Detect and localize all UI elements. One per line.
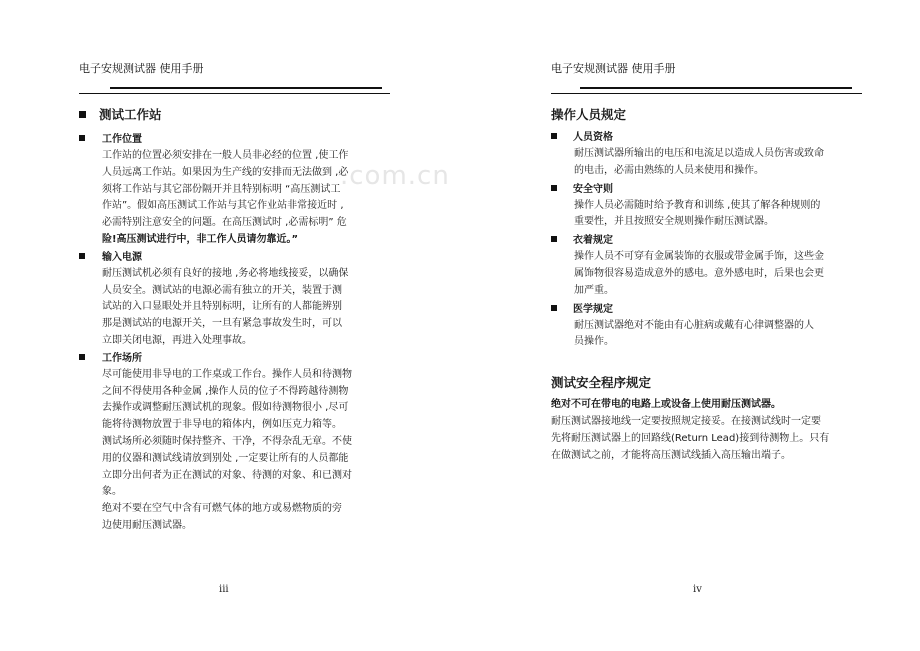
left-content xyxy=(79,105,379,535)
rule-heading: 人员资格 xyxy=(551,129,851,146)
right-content xyxy=(551,105,851,464)
subsection-heading: 工作位置 xyxy=(79,131,379,148)
running-header: 电子安规测试器 使用手册 xyxy=(551,62,676,75)
square-bullet-icon xyxy=(79,354,85,360)
square-bullet-icon xyxy=(551,305,557,311)
subsection-body: 耐压测试机必须有良好的接地 ,务必将地线接妥，以确保 人员安全。测试站的电源必需有独立的开关，装置于测 试站的入口显眼处并且特别标明，让所有的人都能辨别 那是测试站的电源开关，一旦有紧急事故发生时，可以 立即关闭电源，再进入处理事故。 xyxy=(102,267,349,346)
section-workplace xyxy=(79,350,379,535)
section-input-power xyxy=(79,249,379,350)
rule-body: 操作人员必需随时给予教育和训练 ,使其了解各种规则的 重要性，并且按照安全规则操作耐压测试器。 xyxy=(574,199,821,228)
rule-body: 耐压测试器绝对不能由有心脏病或戴有心律调整器的人 员操作。 xyxy=(574,319,814,348)
page-number: iii xyxy=(219,584,229,595)
paragraph: 耐压测试器接地线一定要按照规定接妥。在接测试线时一定要 先将耐压测试器上的回路线(Return Lead)接到待测物上。只有 在做测试之前，才能将高压测试线插入高压输出端子。 xyxy=(551,415,830,461)
running-header: 电子安规测试器 使用手册 xyxy=(79,62,204,75)
square-bullet-icon xyxy=(551,133,557,139)
rule-item xyxy=(551,232,851,299)
section-title: 操作人员规定 xyxy=(551,107,627,122)
subsection-body-bold: 险!高压测试进行中，非工作人员请勿靠近。” xyxy=(102,233,299,245)
section-title: 测试安全程序规定 xyxy=(551,375,652,391)
header-rule-thick xyxy=(580,87,852,89)
header-rule-thick xyxy=(110,87,382,89)
rule-item xyxy=(551,129,851,180)
subsection-heading: 工作场所 xyxy=(79,350,379,367)
section-work-location xyxy=(79,131,379,249)
rule-item xyxy=(551,181,851,232)
watermark: .com.cn xyxy=(340,161,450,191)
rule-body: 耐压测试器所输出的电压和电流足以造成人员伤害或致命 的电击，必需由熟练的人员来使用和操作。 xyxy=(574,148,824,176)
square-bullet-icon xyxy=(551,185,557,191)
paragraph-bold: 绝对不可在带电的电路上或设备上使用耐压测试器。 xyxy=(551,399,781,411)
section-title: 测试工作站 xyxy=(79,105,379,125)
square-bullet-icon xyxy=(79,111,86,118)
square-bullet-icon xyxy=(79,253,85,259)
subsection-body: 尽可能使用非导电的工作桌或工作台。操作人员和待测物 之间不得使用各种金属 ,操作人员的位子不得跨越待测物 去操作或调整耐压测试机的现象。假如待测物很小 ,尽可 能将待测物放置于非导电的箱体内，例如压克力箱等。 测试场所必须随时保持整齐、干净，不得杂乱无章。不使 用的仪器和测试线请放到别处 ,一定要让所有的人员都能 立即分出何者为正在测试的对象、待测的对象、和已测对 象。 绝对不要在空气中含有可燃气体的地方或易燃物质的旁 边使用耐压测试器。 xyxy=(102,368,352,531)
subsection-heading: 输入电源 xyxy=(79,249,379,266)
right-page xyxy=(460,0,920,651)
rule-body: 操作人员不可穿有金属装饰的衣服或带金属手饰，这些金 属饰物很容易造成意外的感电。意外感电时，后果也会更 加严重。 xyxy=(574,251,824,296)
square-bullet-icon xyxy=(79,135,85,141)
header-rule-thin xyxy=(551,93,862,94)
subsection-body: 工作站的位置必须安排在一般人员非必经的位置 ,使工作 人员远离工作站。如果因为生产线的安排而无法做到 ,必 须将工作站与其它部份隔开并且特别标明 “高压测试工 作站”。假如高压测试工作站与其它作业站非常接近时 , 必需特别注意安全的问题。在高压测试时 ,必需标明” 危 xyxy=(102,150,349,229)
rule-item xyxy=(551,301,851,352)
page-number: iv xyxy=(693,584,702,595)
rule-heading: 医学规定 xyxy=(551,301,851,318)
rule-heading: 安全守则 xyxy=(551,181,851,198)
square-bullet-icon xyxy=(551,236,557,242)
header-rule-thin xyxy=(79,93,390,94)
rule-heading: 衣着规定 xyxy=(551,232,851,249)
